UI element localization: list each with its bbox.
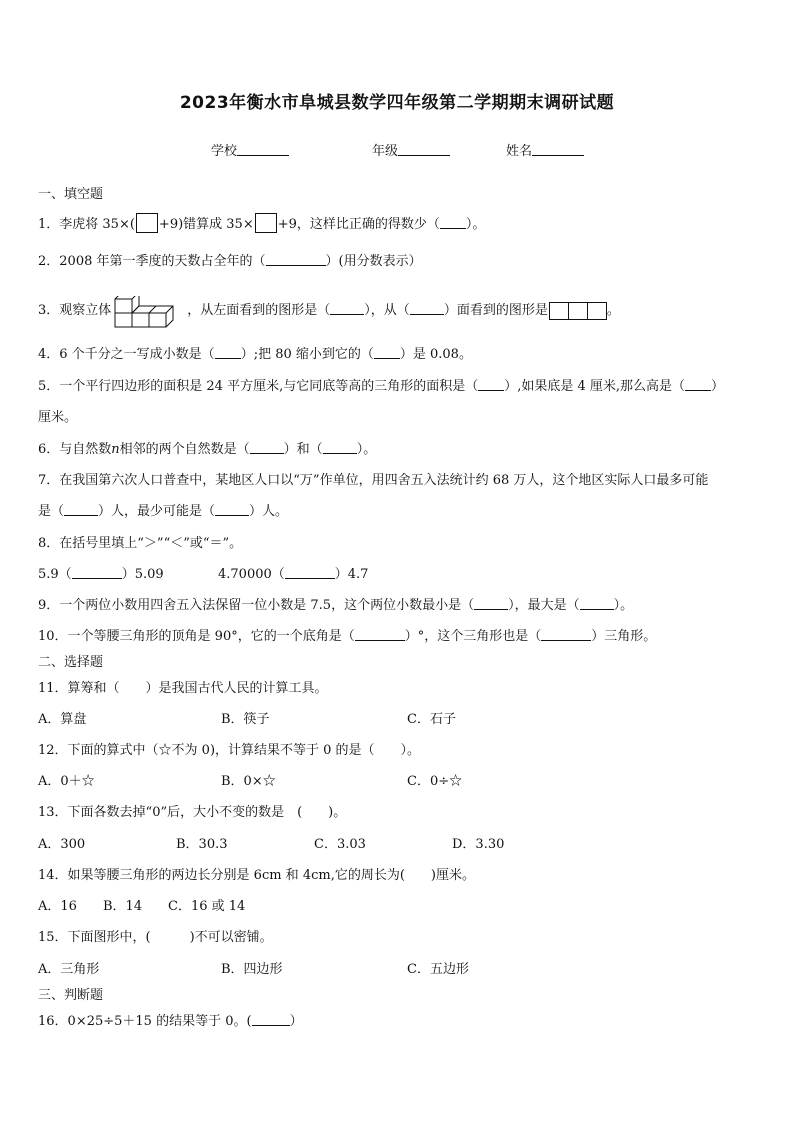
question-14: 14．如果等腰三角形的两边长分别是 6cm 和 4cm,它的周长为( )厘米。 [38,868,475,883]
q10-answer-blank-1[interactable] [355,628,405,641]
question-5-cont: 厘米。 [38,410,78,425]
section-judgement: 三、判断题 [38,988,104,1003]
q10-text-c: ）三角形。 [591,629,657,644]
q14-option-c[interactable]: C．16 或 14 [168,899,246,914]
q6-text-d: ）。 [356,442,377,457]
q1-text-a: 1．李虎将 35×( [38,217,135,232]
q4-text-c: ）是 0.08。 [399,347,472,362]
q1-box-1[interactable] [136,213,158,233]
grade-blank[interactable] [398,143,450,156]
q12-option-b[interactable]: B．0×☆ [221,774,276,789]
q13-option-d[interactable]: D．3.30 [452,837,505,852]
q13-option-b[interactable]: B．30.3 [176,837,228,852]
q9-text-a: 9．一个两位小数用四舍五入法保留一位小数是 7.5，这个两位小数最小是（ [38,598,475,613]
q5-text-b: ）,如果底是 4 厘米,那么高是（ [504,379,686,394]
question-5 [38,375,724,394]
q4-answer-blank-1[interactable] [215,346,241,359]
question-12: 12．下面的算式中（☆不为 0)，计算结果不等于 0 的是（ ）。 [38,743,421,758]
q5-answer-blank-1[interactable] [478,378,504,391]
q6-answer-blank-2[interactable] [323,441,357,454]
q11-option-b[interactable]: B．筷子 [221,712,270,727]
q8-text-e: ）4.7 [334,567,369,582]
section-fill-in: 一、填空题 [38,187,104,202]
q10-text-a: 10．一个等腰三角形的顶角是 90°，它的一个底角是（ [38,629,355,644]
q2-answer-blank[interactable] [266,253,326,266]
q9-answer-blank-1[interactable] [474,597,508,610]
q1-answer-blank[interactable] [440,216,466,229]
q10-text-b: ）°，这个三角形也是（ [404,629,542,644]
q7-answer-blank-2[interactable] [215,503,249,516]
q16-answer-blank[interactable] [252,1013,290,1026]
q3-text-c: ），从（ [364,303,410,318]
q15-option-a[interactable]: A．三角形 [38,962,100,977]
q12-option-c[interactable]: C．0÷☆ [407,774,463,789]
q14-option-b[interactable]: B．14 [103,899,143,914]
question-16 [38,1010,303,1029]
school-field [211,140,289,159]
q16-text-b: ） [289,1014,303,1029]
section-choice: 二、选择题 [38,655,104,670]
q6-answer-blank-1[interactable] [250,441,284,454]
q7-answer-blank-1[interactable] [64,503,98,516]
question-11: 11．算筹和（ ）是我国古代人民的计算工具。 [38,681,328,696]
question-7-cont [38,500,288,519]
question-9 [38,594,633,613]
question-7: 7．在我国第六次人口普查中，某地区人口以“万”作单位，用四舍五入法统计约 68 万人，这个地区实际人口最多可能 [38,473,709,488]
q6-text-b: 相邻的两个自然数是（ [119,442,250,457]
q4-text-b: ）;把 80 缩小到它的（ [240,347,374,362]
q1-text-d: ）。 [465,217,486,232]
question-8-items [38,563,164,582]
q3-text-b: ，从左面看到的图形是（ [187,303,331,318]
q4-text-a: 4．6 个千分之一写成小数是（ [38,347,215,362]
q14-option-a[interactable]: A．16 [38,899,77,914]
q1-box-2[interactable] [255,213,277,233]
q8-text-d: 4.70000（ [218,567,285,582]
q10-answer-blank-2[interactable] [541,628,591,641]
q11-option-a[interactable]: A．算盘 [38,712,87,727]
q6-text-a: 6．与自然数 [38,442,112,457]
grade-field [372,140,450,159]
q2-text-a: 2．2008 年第一季度的天数占全年的（ [38,254,266,269]
name-blank[interactable] [532,143,584,156]
q6-text-c: ）和（ [283,442,323,457]
q13-option-a[interactable]: A．300 [38,837,86,852]
q16-text-a: 16．0×25÷5＋15 的结果等于 0。( [38,1014,252,1029]
q3-text-a: 3．观察立体 [38,303,112,318]
q7-text-d: ）人。 [249,504,289,519]
q8-answer-blank-1[interactable] [72,566,122,579]
q5-text-a: 5．一个平行四边形的面积是 24 平方厘米,与它同底等高的三角形的面积是（ [38,379,479,394]
grade-label: 年级 [372,144,399,159]
question-15: 15．下面图形中，( )不可以密铺。 [38,930,273,945]
q9-answer-blank-2[interactable] [580,597,614,610]
q3-text-d: ）面看到的图形是 [443,303,548,318]
question-13: 13．下面各数去掉“0”后，大小不变的数是 ( )。 [38,805,347,820]
three-square-strip [550,302,607,324]
q1-text-c: +9，这样比正确的得数少（ [277,217,440,232]
school-label: 学校 [211,144,238,159]
name-field [506,140,584,159]
q8-answer-blank-2[interactable] [285,566,335,579]
q3-answer-blank-1[interactable] [330,302,364,315]
question-2 [38,250,422,269]
question-8: 8．在括号里填上“＞”“＜”或“＝”。 [38,536,243,551]
q5-answer-blank-2[interactable] [685,378,711,391]
q3-text-e: 。 [606,303,620,318]
q3-answer-blank-2[interactable] [410,302,444,315]
question-8-item-2 [218,563,368,582]
page-title: 2023年衡水市阜城县数学四年级第二学期期末调研试题 [179,93,615,113]
q5-text-c: ） [711,379,725,394]
question-6 [38,438,376,457]
q11-option-c[interactable]: C．石子 [407,712,456,727]
name-label: 姓名 [506,144,533,159]
school-blank[interactable] [237,143,289,156]
q7-text-c: ）人，最少可能是（ [98,504,216,519]
q9-text-c: ）。 [613,598,634,613]
q8-text-b: 5.9（ [38,567,72,582]
q1-text-b: +9)错算成 35× [158,217,254,232]
q6-variable-n: n [111,442,120,457]
q2-text-b: ）(用分数表示） [325,254,422,269]
question-1 [38,213,485,233]
q7-text-b: 是（ [38,504,65,519]
q13-option-c[interactable]: C．3.03 [314,837,366,852]
q9-text-b: ），最大是（ [508,598,580,613]
q12-option-a[interactable]: A．0＋☆ [38,774,95,789]
q15-option-b[interactable]: B．四边形 [221,962,283,977]
question-10 [38,625,656,644]
question-4 [38,343,472,362]
cube-solid-figure [114,296,184,328]
q8-text-c: ）5.09 [121,567,164,582]
question-3 [38,296,620,328]
q15-option-c[interactable]: C．五边形 [407,962,469,977]
q4-answer-blank-2[interactable] [374,346,400,359]
